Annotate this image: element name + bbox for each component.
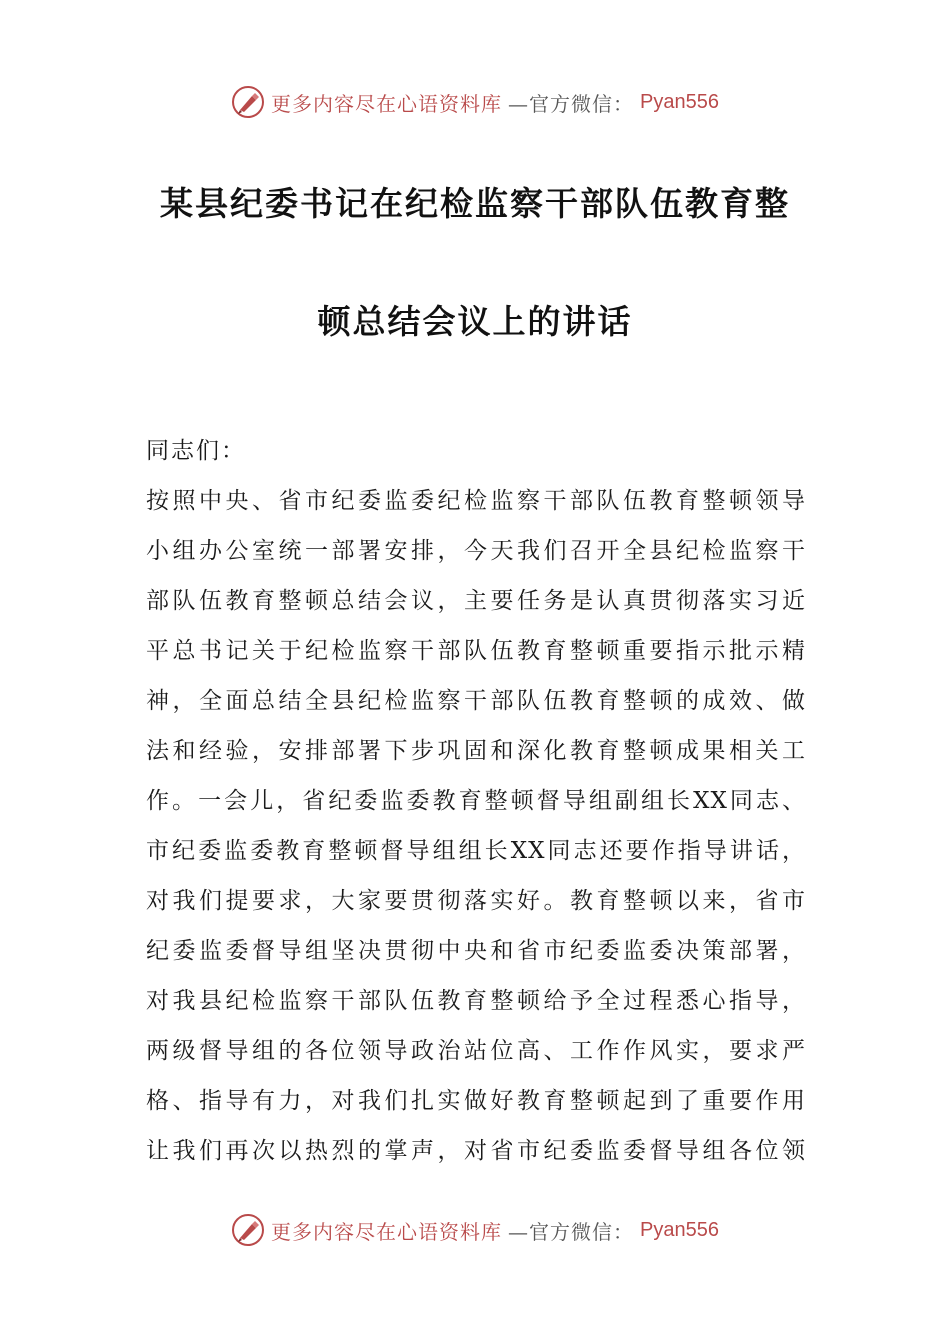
body-line: 法和经验，安排部署下步巩固和深化教育整顿成果相关工 <box>146 738 806 764</box>
body-line: 部队伍教育整顿总结会议，主要任务是认真贯彻落实习近 <box>146 588 806 614</box>
header-watermark-banner <box>0 82 950 122</box>
banner-site-text: 更多内容尽在心语资料库 <box>271 91 503 116</box>
body-line: 两级督导组的各位领导政治站位高、工作作风实，要求严 <box>146 1038 806 1064</box>
body-line: 对我县纪检监察干部队伍教育整顿给予全过程悉心指导， <box>146 988 806 1014</box>
document-title-line-2: 顿总结会议上的讲话 <box>317 302 633 341</box>
greeting: 同志们： <box>146 438 246 464</box>
pen-logo-icon <box>231 1213 265 1247</box>
body-line: 作。一会儿，省纪委监委教育整顿督导组副组长XX同志、 <box>146 788 806 814</box>
body-line: 对我们提要求，大家要贯彻落实好。教育整顿以来，省市 <box>146 888 806 914</box>
body-line: 平总书记关于纪检监察干部队伍教育整顿重要指示批示精 <box>146 638 806 664</box>
banner-site-text: 更多内容尽在心语资料库 <box>271 1219 503 1244</box>
footer-watermark-banner <box>0 1210 950 1250</box>
banner-wechat-label: —官方微信： <box>508 91 635 116</box>
banner-wechat-id: Pyan556 <box>640 90 719 113</box>
body-line: 让我们再次以热烈的掌声，对省市纪委监委督导组各位领 <box>146 1138 806 1164</box>
body-line: 神，全面总结全县纪检监察干部队伍教育整顿的成效、做 <box>146 688 806 714</box>
pen-logo-icon <box>231 85 265 119</box>
document-title-line-1: 某县纪委书记在纪检监察干部队伍教育整 <box>160 184 790 223</box>
body-line: 格、指导有力，对我们扎实做好教育整顿起到了重要作用 <box>146 1088 806 1114</box>
body-line: 市纪委监委教育整顿督导组组长XX同志还要作指导讲话， <box>146 838 806 864</box>
body-line: 按照中央、省市纪委监委纪检监察干部队伍教育整顿领导 <box>146 488 806 514</box>
banner-wechat-id: Pyan556 <box>640 1218 719 1241</box>
body-line: 小组办公室统一部署安排，今天我们召开全县纪检监察干 <box>146 538 806 564</box>
body-line: 纪委监委督导组坚决贯彻中央和省市纪委监委决策部署， <box>146 938 806 964</box>
banner-wechat-label: —官方微信： <box>508 1219 635 1244</box>
